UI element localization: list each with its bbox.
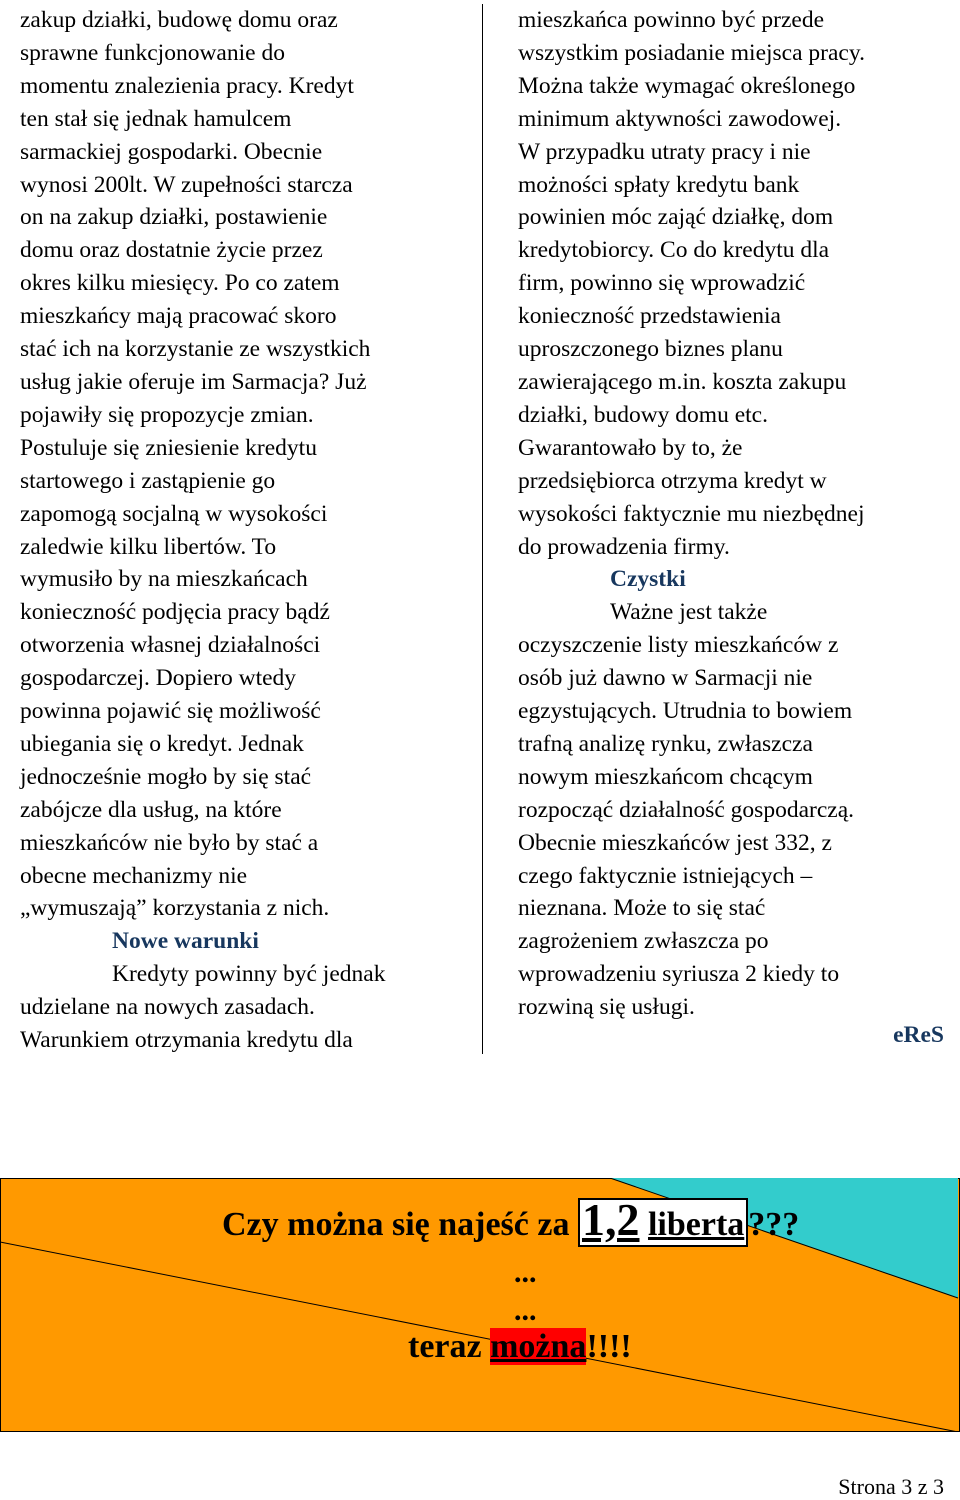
section-heading: Czystki — [610, 566, 686, 593]
text-line: Kredyty powinny być jednak — [112, 961, 386, 988]
text-line: ubiegania się o kredyt. Jednak — [20, 730, 304, 757]
text-line: mieszkańcy mają pracować skoro — [20, 303, 337, 330]
text-line: okres kilku miesięcy. Po co zatem — [20, 270, 340, 297]
banner-answer-highlight: można — [490, 1328, 587, 1365]
text-line: do prowadzenia firmy. — [518, 533, 730, 560]
price-unit: liberta — [647, 1206, 745, 1243]
text-line: rozwiną się usługi. — [518, 994, 695, 1021]
question-marks: ??? — [748, 1206, 800, 1243]
text-line: wysokości faktycznie mu niezbędnej — [518, 500, 865, 527]
text-line: wymusiło by na mieszkańcach — [20, 566, 308, 593]
text-line: firm, powinno się wprowadzić — [518, 270, 806, 297]
text-line: jednocześnie mogło by się stać — [20, 763, 312, 790]
text-line: Można także wymagać określonego — [518, 72, 856, 99]
text-line: konieczność podjęcia pracy bądź — [20, 599, 330, 626]
text-line: przedsiębiorca otrzyma kredyt w — [518, 467, 827, 494]
column-divider — [482, 4, 483, 1054]
text-line: trafną analizę rynku, zwłaszcza — [518, 730, 813, 757]
banner-answer-suffix: !!!! — [586, 1328, 632, 1365]
text-line: wszystkim posiadanie miejsca pracy. — [518, 39, 865, 66]
text-line: zabójcze dla usług, na które — [20, 796, 282, 823]
text-line: nieznana. Może to się stać — [518, 895, 766, 922]
text-line: pojawiły się propozycje zmian. — [20, 401, 314, 428]
text-line: gospodarczej. Dopiero wtedy — [20, 665, 297, 692]
text-line: usług jakie oferuje im Sarmacja? Już — [20, 368, 367, 395]
text-line: egzystujących. Utrudnia to bowiem — [518, 698, 853, 725]
text-line: obecne mechanizmy nie — [20, 862, 248, 889]
section-heading: Nowe warunki — [112, 928, 259, 955]
text-line: on na zakup działki, postawienie — [20, 204, 328, 231]
text-line: Warunkiem otrzymania kredytu dla — [20, 1027, 353, 1054]
text-line: możności spłaty kredytu bank — [518, 171, 800, 198]
text-line: mieszkańców nie było by stać a — [20, 829, 319, 856]
text-line: minimum aktywności zawodowej. — [518, 105, 842, 132]
text-line: otworzenia własnej działalności — [20, 632, 321, 659]
banner-ellipsis: ... — [514, 1294, 537, 1327]
text-line: udzielane na nowych zasadach. — [20, 994, 315, 1021]
text-line: powinien móc zająć działkę, dom — [518, 204, 834, 231]
text-line: osób już dawno w Sarmacji nie — [518, 665, 813, 692]
text-line: zakup działki, budowę domu oraz — [20, 7, 338, 33]
price-amount: 1,2 — [581, 1194, 640, 1245]
text-line: momentu znalezienia pracy. Kredyt — [20, 72, 354, 99]
text-line: konieczność przedstawienia — [518, 303, 781, 330]
text-line: działki, budowy domu etc. — [518, 401, 768, 428]
text-line: Obecnie mieszkańców jest 332, z — [518, 829, 832, 856]
text-line: uproszczonego biznes planu — [518, 336, 783, 363]
banner-answer-prefix: teraz — [408, 1328, 482, 1365]
text-line: kredytobiorcy. Co do kredytu dla — [518, 237, 830, 264]
text-line: startowego i zastąpienie go — [20, 467, 276, 494]
text-line: zapomogą socjalną w wysokości — [20, 500, 328, 527]
author-signature: eReS — [893, 1022, 944, 1048]
text-line: Postuluje się zniesienie kredytu — [20, 434, 317, 461]
text-line: sarmackiej gospodarki. Obecnie — [20, 138, 323, 165]
text-line: W przypadku utraty pracy i nie — [518, 138, 811, 165]
text-line: stać ich na korzystanie ze wszystkich — [20, 336, 371, 363]
banner-question-text: Czy można się najeść za — [222, 1206, 570, 1243]
price-box — [578, 1194, 748, 1247]
text-line: ten stał się jednak hamulcem — [20, 105, 292, 132]
text-line: oczyszczenie listy mieszkańców z — [518, 632, 839, 659]
page-number: Strona 3 z 3 — [838, 1474, 944, 1499]
banner-ellipsis: ... — [514, 1256, 537, 1289]
text-line: rozpocząć działalność gospodarczą. — [518, 796, 854, 823]
banner-answer — [408, 1328, 632, 1366]
text-line: powinna pojawić się możliwość — [20, 698, 321, 725]
text-line: Gwarantowało by to, że — [518, 434, 743, 461]
text-line: wynosi 200lt. W zupełności starcza — [20, 171, 353, 198]
text-line: sprawne funkcjonowanie do — [20, 39, 285, 66]
text-line: czego faktycznie istniejących – — [518, 862, 813, 889]
banner-text — [0, 1178, 960, 1432]
text-line: nowym mieszkańcom chcącym — [518, 763, 813, 790]
text-line: wprowadzeniu syriusza 2 kiedy to — [518, 961, 840, 988]
text-line: „wymuszają” korzystania z nich. — [20, 895, 330, 922]
promo-banner — [0, 1178, 960, 1432]
left-column — [20, 4, 460, 1057]
text-line: Ważne jest także — [610, 599, 768, 626]
right-column — [518, 4, 954, 1024]
text-line: zaledwie kilku libertów. To — [20, 533, 277, 560]
text-line: mieszkańca powinno być przede — [518, 7, 825, 33]
text-line: zawierającego m.in. koszta zakupu — [518, 368, 847, 395]
text-line: zagrożeniem zwłaszcza po — [518, 928, 769, 955]
banner-question — [222, 1194, 800, 1247]
text-line: domu oraz dostatnie życie przez — [20, 237, 323, 264]
